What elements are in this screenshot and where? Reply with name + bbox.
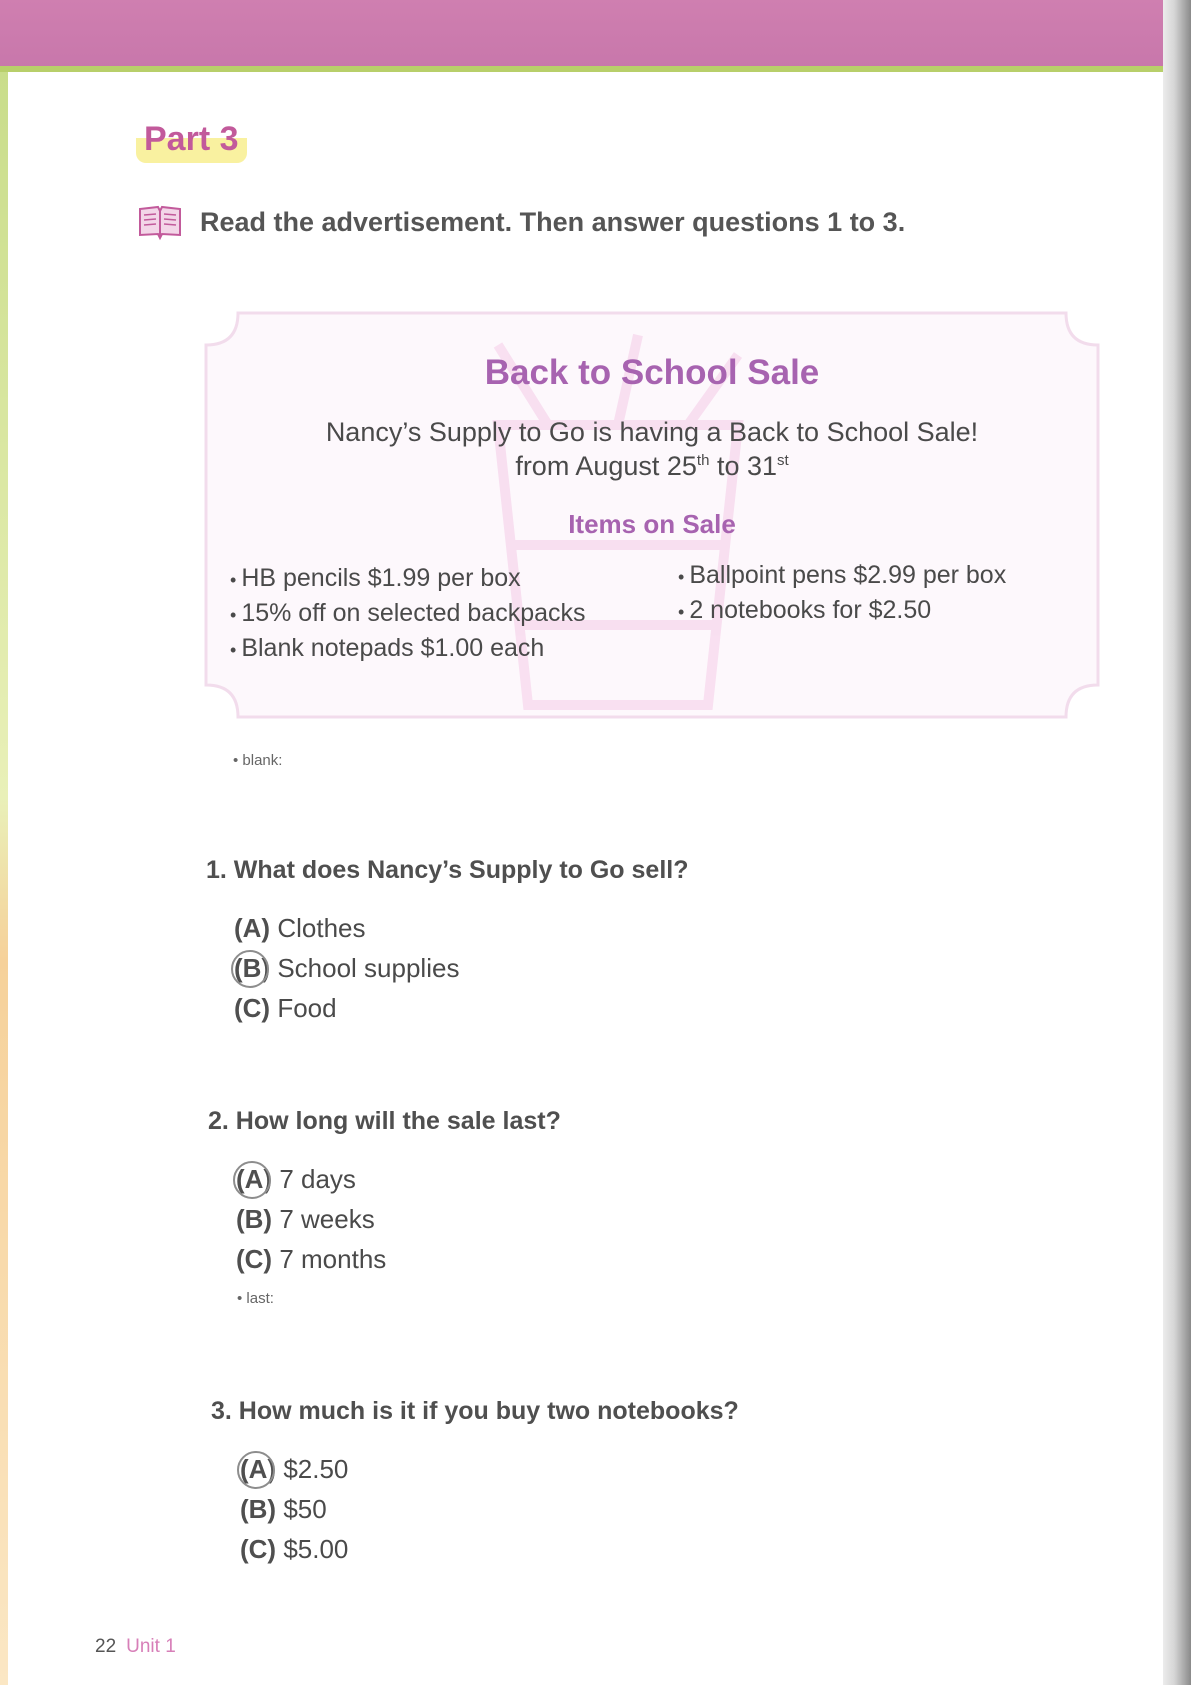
advertisement [198,305,1106,725]
question-3-options [240,1449,348,1569]
option-letter: (C) [234,993,271,1023]
question-3: 3. How much is it if you buy two notebooks? [211,1397,739,1425]
instruction-text: Read the advertisement. Then answer questions 1 to 3. [200,206,906,237]
option-text: 7 days [279,1164,356,1194]
option-text: $2.50 [283,1454,349,1484]
question-1-options [234,908,459,1028]
option-letter: (B) [236,1204,273,1234]
sale-dates-suffix-2: st [777,452,789,469]
option-letter: (C) [240,1534,277,1564]
option-letter: (A) [240,1454,277,1484]
vocab-note-last: • last: [237,1290,274,1307]
option-2a[interactable] [236,1159,386,1199]
option-text: Food [277,993,337,1023]
option-text: $5.00 [283,1534,349,1564]
option-2c[interactable] [236,1239,386,1279]
option-text: $50 [283,1494,327,1524]
page-footer [95,1636,176,1658]
sale-dates-start: from August 25 [515,451,697,481]
option-text: Clothes [277,913,366,943]
list-item: • HB pencils $1.99 per box [230,561,586,596]
sale-dates-suffix-1: th [696,452,710,469]
ad-announcement: Nancy’s Supply to Go is having a Back to School Sale! [325,417,979,447]
option-text: School supplies [277,953,460,983]
option-letter: (A) [234,913,271,943]
page-binding-shadow [1163,0,1191,1685]
option-letter: (B) [240,1494,277,1524]
open-book-icon [136,203,184,241]
ad-title: Back to School Sale [484,353,820,392]
list-item: • Ballpoint pens $2.99 per box [678,558,1006,593]
list-item: • Blank notepads $1.00 each [230,631,586,666]
option-1b[interactable] [234,948,459,988]
option-letter: (B) [234,953,271,983]
page-left-edge [0,72,8,1685]
question-2-options [236,1159,386,1279]
option-1a[interactable] [234,908,459,948]
unit-label: Unit 1 [126,1636,176,1657]
list-item: • 2 notebooks for $2.50 [678,593,1006,628]
sale-dates-end: to 31 [709,451,777,481]
items-list-right [678,558,1006,628]
part-label: Part 3 [136,118,247,163]
option-text: 7 weeks [279,1204,375,1234]
option-3b[interactable] [240,1489,348,1529]
option-1c[interactable] [234,988,459,1028]
option-letter: (C) [236,1244,273,1274]
question-1: 1. What does Nancy’s Supply to Go sell? [206,856,689,884]
items-list-left [230,561,586,666]
top-band-divider [0,66,1170,72]
option-3a[interactable] [240,1449,348,1489]
option-3c[interactable] [240,1529,348,1569]
option-2b[interactable] [236,1199,386,1239]
instruction-row [136,203,905,241]
vocab-note-blank: • blank: [233,752,283,769]
ad-sale-dates [198,451,1106,482]
top-decorative-band [0,0,1191,68]
page-number: 22 [95,1636,117,1657]
option-letter: (A) [236,1164,273,1194]
option-text: 7 months [279,1244,387,1274]
items-heading: Items on Sale [568,509,736,539]
list-item: • 15% off on selected backpacks [230,596,586,631]
question-2: 2. How long will the sale last? [208,1107,561,1135]
